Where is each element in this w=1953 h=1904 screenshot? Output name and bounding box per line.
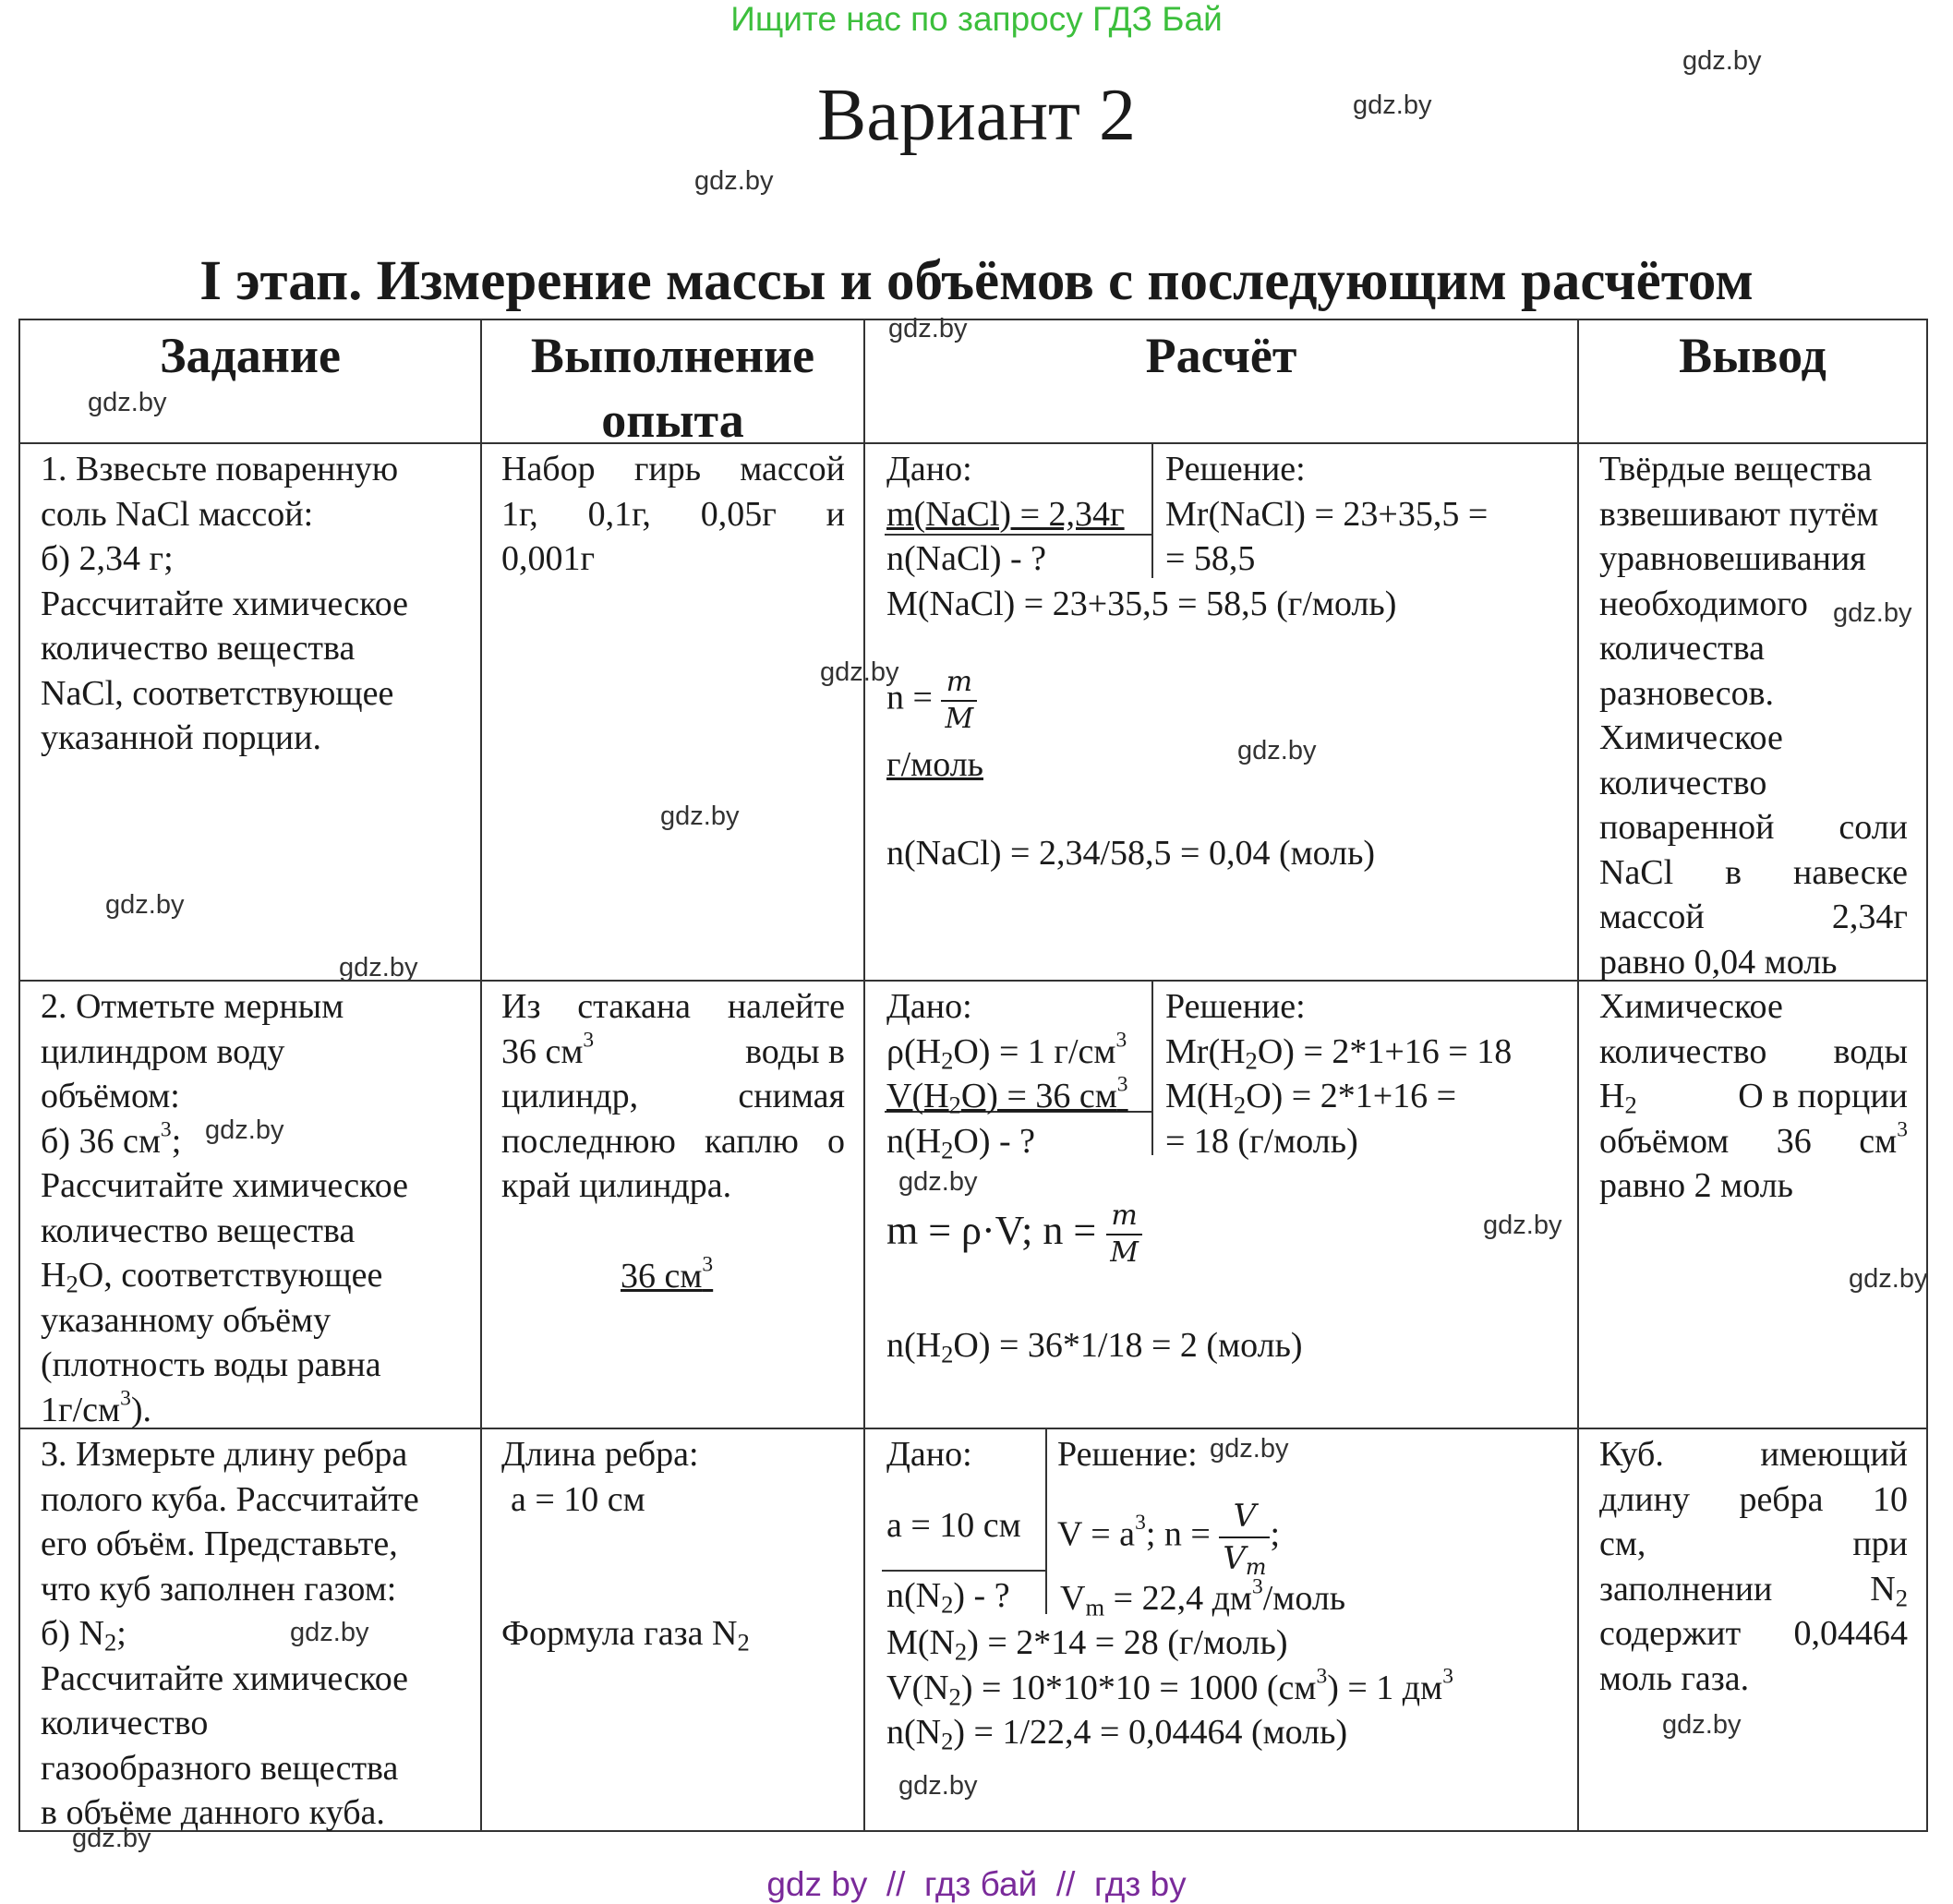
row2-experiment: Из стакана налейте 36 $см^3$ воды в цилиндр, снимая последнюю каплю о край цилиндра. (501, 987, 845, 1205)
watermark: gdz.by (1662, 1710, 1742, 1740)
watermark: gdz.by (1682, 46, 1762, 76)
header-task: Задание (159, 328, 341, 383)
stage-title: I этап. Измерение массы и объёмов с последующим расчётом (199, 250, 1754, 312)
row2-solution: Решение: $Mr(H_2O) = 2*1+16 = 18$ $M(H_2O) = 2*1+16$ = = 18 (г/моль) (1165, 987, 1513, 1161)
row1-experiment: Набор гирь массой 1г, 0,1г, 0,05г и 0,001г (501, 450, 845, 578)
watermark: gdz.by (88, 388, 167, 417)
watermark: gdz.by (1210, 1434, 1289, 1464)
fraction-v-over-vm: $\frac{V}{V_m}$ (1219, 1496, 1270, 1579)
row1-result: n(NaCl) = 2,34/58,5 = 0,04 (моль) (886, 834, 1376, 873)
watermark: gdz.by (1237, 736, 1317, 765)
row2-given: Дано: $\rho(H_2O) = 1$ $г/см^3$ $V(H_2O) = 36$ $см^3$ $n(H_2O)$ - ? (886, 987, 1128, 1164)
watermark: gdz.by (1833, 598, 1912, 628)
watermark: gdz.by (339, 953, 418, 982)
header-calculation: Расчёт (1145, 328, 1297, 383)
watermark: gdz.by (898, 1167, 978, 1197)
footer-banner: gdz by // гдз бай // гдз by (766, 1865, 1187, 1903)
row1-unit: г/моль (886, 745, 983, 784)
watermark: gdz.by (1353, 90, 1432, 120)
fraction-m-over-M: $\frac{m}{M}$ (941, 665, 977, 737)
row3-experiment: Длина ребра: a = 10 см Формула газа $N_2$ (501, 1435, 750, 1657)
row2-result: $n(H_2O) = 36*1/18 = 2$ (моль) (886, 1326, 1303, 1368)
watermark: gdz.by (290, 1618, 369, 1647)
row2-conclusion: Химическое количество воды $H_2$ O в порции объёмом 36 $см^3$ равно 2 моль (1599, 987, 1908, 1205)
row1-formula: n = $\frac{m}{M}$ (886, 665, 977, 737)
watermark: gdz.by (694, 166, 774, 196)
watermark: gdz.by (820, 657, 899, 687)
search-banner: Ищите нас по запросу ГДЗ Бай (730, 0, 1223, 38)
row1-molar-mass: M(NaCl) = 23+35,5 = 58,5 (г/моль) (886, 584, 1397, 623)
row1-task: 1. Взвесьте поваренную соль NaCl массой: б) 2,34 г; Рассчитайте химическое количество вещества NaCl, соответствующее указанной порции. (41, 450, 409, 757)
header-experiment: Выполнение опыта (530, 328, 815, 448)
watermark: gdz.by (72, 1824, 151, 1853)
row3-given: Дано: a = 10 см $n(N_2)$ - ? (886, 1435, 1021, 1619)
watermark: gdz.by (105, 890, 185, 920)
watermark: gdz.by (1483, 1211, 1562, 1240)
row3-task: 3. Измерьте длину ребра полого куба. Рассчитайте его объём. Представьте, что куб заполнен газом: б) $N_2$; Рассчитайте химическое количество газообразного вещества в объёме данного куба. (41, 1435, 419, 1832)
row2-experiment-volume: 36 $см^3$ (621, 1252, 714, 1295)
row3-conclusion: Куб. имеющий длину ребра 10 см, при заполнении $N_2$ содержит 0,04464 моль газа. (1599, 1435, 1908, 1698)
row3-solution: Решение: (1057, 1435, 1198, 1474)
row3-vm: $V_m = 22,4$ $дм^3$/моль (1060, 1574, 1346, 1621)
watermark: gdz.by (888, 314, 968, 343)
row1-conclusion: Твёрдые вещества взвешивают путём уравновешивания необходимого количества разновесов. Химическое количество поваренной соли NaCl в навеске массой 2,34г равно 0,04 моль (1599, 450, 1908, 982)
header-conclusion: Вывод (1679, 328, 1826, 383)
row3-calculations: $M(N_2) = 2*14 = 28$ (г/моль) $V(N_2) = 10*10*10 = 1000$ $(см^3) = 1$ $дм^3$ $n(N_2) = 1/22,4 = 0,04464$ (моль) (886, 1623, 1453, 1755)
variant-title: Вариант 2 (817, 75, 1136, 156)
row2-task: 2. Отметьте мерным цилиндром воду объёмом: б) 36 $см^3$; Рассчитайте химическое количество вещества $H_2O$, соответствующее указанному объёму (плотность воды равна $1г/см^3$). (41, 987, 409, 1429)
fraction-m-over-M: $\frac{m}{M}$ (1106, 1199, 1142, 1271)
watermark: gdz.by (660, 801, 740, 831)
row3-solution-formula: $V = a^3$; n = $\frac{V}{V_m}$ ; (1057, 1498, 1281, 1580)
row2-formula: m = ρ·V; n = $\frac{m}{M}$ (886, 1199, 1142, 1271)
watermark: gdz.by (1849, 1264, 1928, 1294)
row1-given: Дано: m(NaCl) = 2,34г n(NaCl) - ? (886, 450, 1125, 578)
watermark: gdz.by (898, 1771, 978, 1801)
watermark: gdz.by (205, 1115, 284, 1145)
row1-solution: Решение: Mr(NaCl) = 23+35,5 = = 58,5 (1165, 450, 1489, 578)
